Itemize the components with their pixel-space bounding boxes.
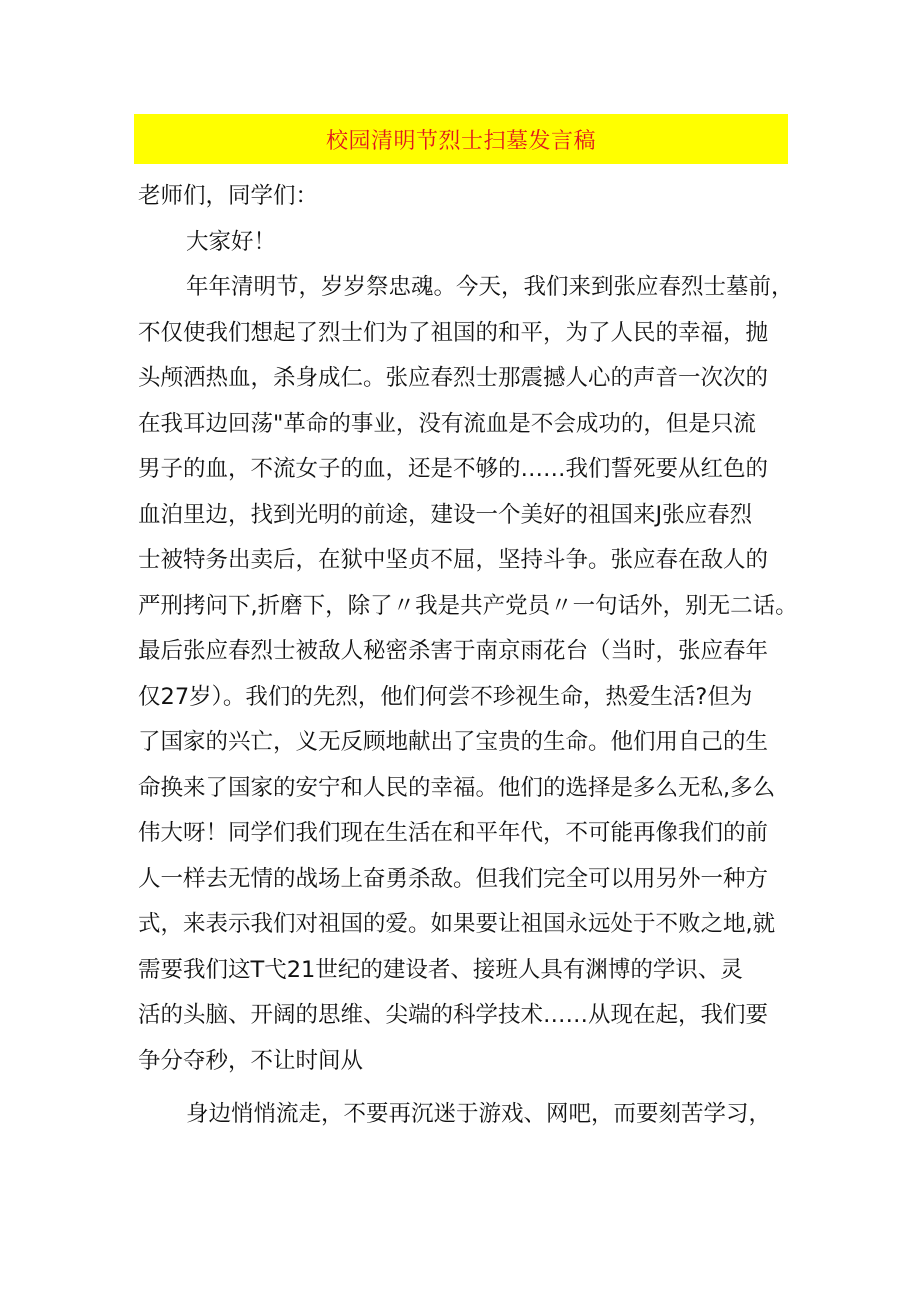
paragraph-line: 人一样去无情的战场上奋勇杀敌。但我们完全可以用另外一种方 (138, 865, 769, 892)
paragraph-line: 不仅使我们想起了烈士们为了祖国的和平，为了人民的幸福，抛 (138, 319, 769, 346)
paragraph-line: 争分夺秒，不让时间从 (138, 1047, 364, 1074)
salutation: 老师们，同学们： (138, 183, 319, 209)
paragraph-line: 头颅洒热血，杀身成仁。张应春烈士那震撼人心的声音一次次的 (138, 365, 769, 391)
paragraph-line: 命换来了国家的安宁和人民的幸福。他们的选择是多么无私,多么 (138, 774, 776, 801)
paragraph-line: 了国家的兴亡，义无反顾地献出了宝贵的生命。他们用自己的生 (138, 729, 769, 755)
document-body (138, 174, 798, 1138)
paragraph-line: 式，来表示我们对祖国的爱。如果要让祖国永远处于不败之地,就 (138, 911, 776, 937)
paragraph-line: 血泊里边，找到光明的前途，建设一个美好的祖国来J张应春烈 (138, 501, 753, 528)
paragraph-line: 年年清明节，岁岁祭忠魂。今天，我们来到张应春烈士墓前， (186, 274, 794, 300)
paragraph-1 (138, 265, 798, 1084)
document-title: 校园清明节烈士扫墓发言稿 (325, 128, 596, 154)
paragraph-line: 伟大呀！同学们我们现在生活在和平年代，不可能再像我们的前 (138, 820, 769, 846)
paragraph-line: 最后张应春烈士被敌人秘密杀害于南京雨花台（当时，张应春年 (138, 638, 769, 664)
paragraph-2: 身边悄悄流走，不要再沉迷于游戏、网吧，而要刻苦学习， (186, 1101, 772, 1127)
paragraph-line: 在我耳边回荡"革命的事业，没有流血是不会成功的，但是只流 (138, 410, 756, 437)
paragraph-line: 士被特务出卖后，在狱中坚贞不屈，坚持斗争。张应春在敌人的 (138, 547, 769, 573)
paragraph-line: 严刑拷问下,折磨下，除了〃我是共产党员〃一句话外，别无二话。 (138, 592, 798, 619)
paragraph-line: 需要我们这T弋21世纪的建设者、接班人具有渊博的学识、灵 (138, 956, 743, 983)
paragraph-line: 仅27岁）。我们的先烈，他们何尝不珍视生命，热爱生活?但为 (138, 683, 753, 710)
greeting: 大家好！ (186, 228, 277, 255)
paragraph-line: 男子的血，不流女子的血，还是不够的……我们誓死要从红色的 (138, 456, 769, 482)
paragraph-line: 活的头脑、开阔的思维、尖端的科学技术……从现在起，我们要 (138, 1002, 769, 1028)
title-banner (134, 114, 788, 164)
